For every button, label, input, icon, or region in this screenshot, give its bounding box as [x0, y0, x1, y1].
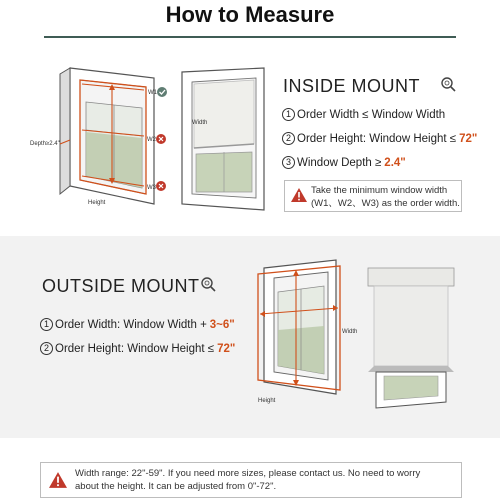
- step-text: Order Width ≤ Window Width: [297, 108, 446, 121]
- warning-icon: [49, 472, 67, 488]
- w1-label: W1: [148, 90, 157, 96]
- step-highlight: 2.4": [384, 156, 406, 169]
- outside-mount-window-diagram: [236, 256, 362, 416]
- inside-note-line-2: (W1、W2、W3) as the order width.: [311, 198, 460, 209]
- check-icon: [157, 87, 167, 97]
- step-text: Window Depth ≥: [297, 156, 382, 169]
- step-text: Order Height: Window Height ≤: [297, 132, 457, 145]
- inside-note-text: [311, 184, 460, 210]
- step-number: 1: [40, 318, 53, 331]
- w3-label: W3: [147, 185, 156, 191]
- width-label: Width: [342, 329, 358, 335]
- step-number: 3: [282, 156, 295, 169]
- outside-mount-heading: OUTSIDE MOUNT: [42, 276, 200, 296]
- footer-note-line-2: about the height. It can be adjusted from 0"-72".: [75, 481, 277, 492]
- depth-label: Depth≥2.4": [30, 141, 60, 147]
- width-label: Width: [192, 120, 208, 126]
- step-highlight: 72": [459, 132, 478, 145]
- outside-step-2: [40, 342, 235, 355]
- outside-step-1: [40, 318, 235, 331]
- height-label: Height: [258, 398, 276, 404]
- inside-mount-window-diagram: [30, 62, 174, 212]
- footer-note-box: [40, 462, 462, 498]
- inside-mount-heading: INSIDE MOUNT: [283, 76, 421, 96]
- page-title: How to Measure: [165, 2, 335, 27]
- inside-note-line-1: Take the minimum window width: [311, 185, 448, 196]
- step-highlight: 3~6": [209, 318, 235, 331]
- outside-mount-installed-diagram: [364, 262, 460, 418]
- step-number: 1: [282, 108, 295, 121]
- height-label: Height: [88, 200, 106, 206]
- step-text: Order Width: Window Width +: [55, 318, 207, 331]
- magnifier-icon: [440, 76, 456, 92]
- inside-step-2: [282, 132, 477, 145]
- inside-step-1: [282, 108, 445, 121]
- step-highlight: 72": [217, 342, 236, 355]
- inside-mount-installed-diagram: [176, 64, 272, 214]
- footer-note-line-1: Width range: 22"-59". If you need more sizes, please contact us. No need to worry: [75, 468, 421, 479]
- footer-note-text: [75, 467, 420, 493]
- warning-icon: [291, 188, 307, 202]
- title-divider: [44, 36, 456, 38]
- inside-note-box: [284, 180, 462, 212]
- step-number: 2: [282, 132, 295, 145]
- w2-label: W2: [147, 137, 156, 143]
- step-number: 2: [40, 342, 53, 355]
- inside-step-3: [282, 156, 406, 169]
- step-text: Order Height: Window Height ≤: [55, 342, 215, 355]
- magnifier-icon: [200, 276, 216, 292]
